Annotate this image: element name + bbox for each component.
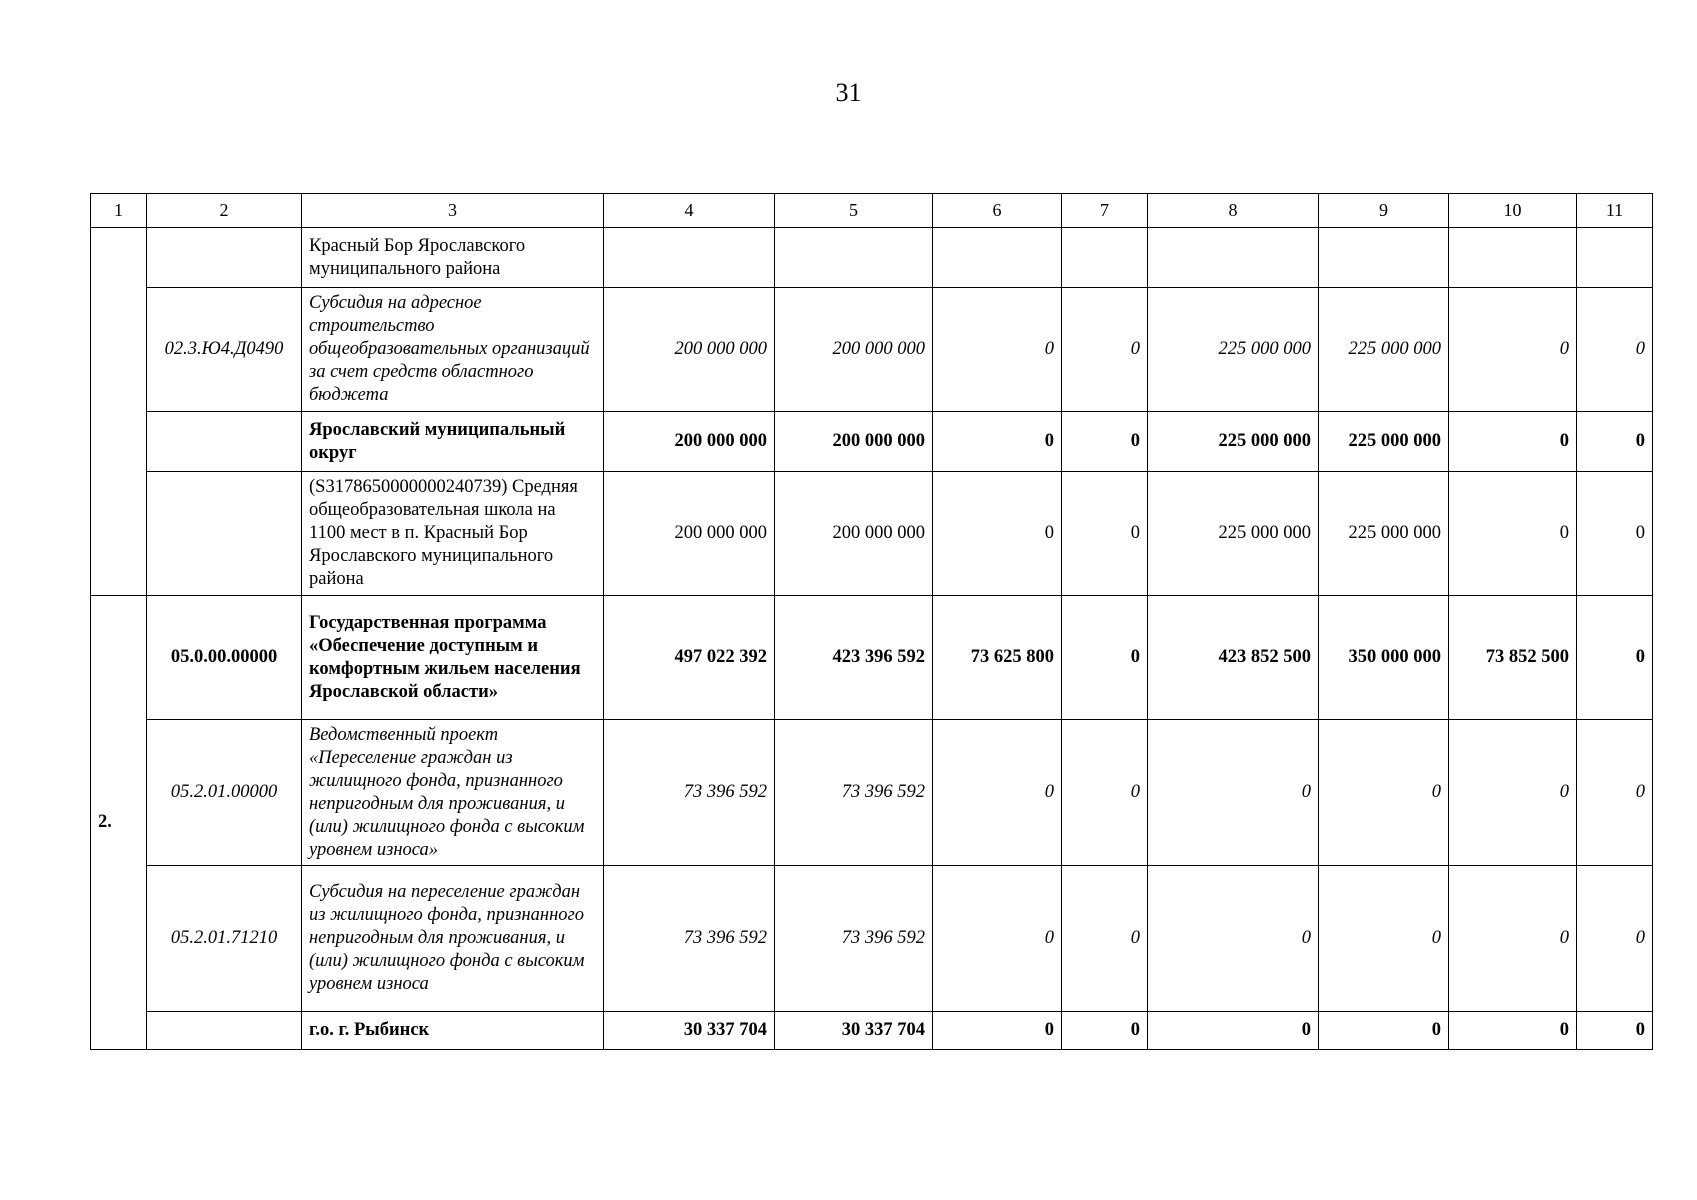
- amount-cell: 0: [1062, 866, 1148, 1012]
- row-index-cell: [91, 228, 147, 596]
- amount-cell: 225 000 000: [1148, 412, 1319, 472]
- table-row: [91, 288, 1653, 412]
- column-header: 5: [775, 194, 933, 228]
- amount-cell: 423 396 592: [775, 596, 933, 720]
- amount-cell: 0: [933, 288, 1062, 412]
- column-header: 4: [604, 194, 775, 228]
- item-name-cell: Ведомственный проект «Переселение граждан из жилищного фонда, признанного непригодным для проживания, и (или) жилищного фонда с высоким уровнем износа»: [302, 720, 604, 866]
- amount-cell: 0: [1577, 1012, 1653, 1050]
- column-header: 7: [1062, 194, 1148, 228]
- amount-cell: 73 396 592: [604, 866, 775, 1012]
- amount-cell: 73 852 500: [1449, 596, 1577, 720]
- amount-cell: 0: [1062, 1012, 1148, 1050]
- amount-cell: 225 000 000: [1148, 288, 1319, 412]
- budget-code-cell: 05.0.00.00000: [147, 596, 302, 720]
- table-row: [91, 1012, 1653, 1050]
- row-index-cell: 2.: [91, 596, 147, 1050]
- amount-cell: 73 396 592: [604, 720, 775, 866]
- amount-cell: [1449, 228, 1577, 288]
- amount-cell: 0: [1319, 720, 1449, 866]
- amount-cell: 0: [1449, 866, 1577, 1012]
- amount-cell: 0: [1577, 866, 1653, 1012]
- amount-cell: 0: [1577, 472, 1653, 596]
- amount-cell: 0: [1577, 596, 1653, 720]
- amount-cell: 350 000 000: [1319, 596, 1449, 720]
- amount-cell: 200 000 000: [604, 412, 775, 472]
- column-header: 1: [91, 194, 147, 228]
- budget-code-cell: [147, 228, 302, 288]
- table-row: [91, 228, 1653, 288]
- item-name-cell: Красный Бор Ярославского муниципального района: [302, 228, 604, 288]
- item-name-cell: Субсидия на адресное строительство общеобразовательных организаций за счет средств областного бюджета: [302, 288, 604, 412]
- amount-cell: 0: [1449, 412, 1577, 472]
- amount-cell: [1062, 228, 1148, 288]
- page-number: 31: [835, 78, 862, 107]
- amount-cell: [1577, 228, 1653, 288]
- amount-cell: 0: [1577, 288, 1653, 412]
- budget-code-cell: [147, 472, 302, 596]
- amount-cell: 0: [933, 866, 1062, 1012]
- amount-cell: 0: [1577, 720, 1653, 866]
- budget-table: [90, 193, 1653, 1050]
- amount-cell: 0: [1449, 472, 1577, 596]
- column-header: 6: [933, 194, 1062, 228]
- amount-cell: 0: [1319, 866, 1449, 1012]
- amount-cell: 73 625 800: [933, 596, 1062, 720]
- column-header: 2: [147, 194, 302, 228]
- item-name-cell: Ярославский муниципальный округ: [302, 412, 604, 472]
- amount-cell: [604, 228, 775, 288]
- amount-cell: 0: [1449, 288, 1577, 412]
- amount-cell: 423 852 500: [1148, 596, 1319, 720]
- item-name-cell: Государственная программа «Обеспечение доступным и комфортным жильем населения Ярославской области»: [302, 596, 604, 720]
- budget-code-cell: [147, 412, 302, 472]
- amount-cell: 200 000 000: [775, 472, 933, 596]
- amount-cell: 0: [1062, 596, 1148, 720]
- amount-cell: 200 000 000: [775, 412, 933, 472]
- amount-cell: 30 337 704: [604, 1012, 775, 1050]
- amount-cell: 0: [933, 720, 1062, 866]
- budget-code-cell: 05.2.01.00000: [147, 720, 302, 866]
- table-row: [91, 472, 1653, 596]
- table-row: [91, 866, 1653, 1012]
- amount-cell: 0: [1148, 1012, 1319, 1050]
- amount-cell: 0: [1148, 720, 1319, 866]
- amount-cell: 0: [933, 1012, 1062, 1050]
- amount-cell: 200 000 000: [775, 288, 933, 412]
- amount-cell: 225 000 000: [1319, 412, 1449, 472]
- amount-cell: 200 000 000: [604, 472, 775, 596]
- amount-cell: 225 000 000: [1319, 288, 1449, 412]
- amount-cell: 200 000 000: [604, 288, 775, 412]
- amount-cell: 73 396 592: [775, 720, 933, 866]
- column-header: 8: [1148, 194, 1319, 228]
- amount-cell: [1148, 228, 1319, 288]
- column-header: 9: [1319, 194, 1449, 228]
- item-name-cell: г.о. г. Рыбинск: [302, 1012, 604, 1050]
- amount-cell: 0: [933, 412, 1062, 472]
- amount-cell: 0: [1062, 472, 1148, 596]
- amount-cell: 30 337 704: [775, 1012, 933, 1050]
- column-header: 10: [1449, 194, 1577, 228]
- amount-cell: 0: [1577, 412, 1653, 472]
- amount-cell: 0: [1148, 866, 1319, 1012]
- item-name-cell: (S3178650000000240739) Средняя общеобразовательная школа на 1100 мест в п. Красный Бор Ярославского муниципального района: [302, 472, 604, 596]
- table-header-row: [91, 194, 1653, 228]
- column-header: 3: [302, 194, 604, 228]
- amount-cell: [933, 228, 1062, 288]
- amount-cell: 0: [1062, 412, 1148, 472]
- amount-cell: 0: [1449, 720, 1577, 866]
- item-name-cell: Субсидия на переселение граждан из жилищного фонда, признанного непригодным для проживания, и (или) жилищного фонда с высоким уровнем износа: [302, 866, 604, 1012]
- budget-code-cell: [147, 1012, 302, 1050]
- amount-cell: [1319, 228, 1449, 288]
- amount-cell: 0: [1449, 1012, 1577, 1050]
- amount-cell: 497 022 392: [604, 596, 775, 720]
- amount-cell: 0: [1319, 1012, 1449, 1050]
- table-row: [91, 720, 1653, 866]
- amount-cell: [775, 228, 933, 288]
- budget-code-cell: 05.2.01.71210: [147, 866, 302, 1012]
- amount-cell: 0: [1062, 288, 1148, 412]
- budget-code-cell: 02.3.Ю4.Д0490: [147, 288, 302, 412]
- table-row: [91, 596, 1653, 720]
- column-header: 11: [1577, 194, 1653, 228]
- amount-cell: 225 000 000: [1148, 472, 1319, 596]
- amount-cell: 0: [1062, 720, 1148, 866]
- amount-cell: 73 396 592: [775, 866, 933, 1012]
- table-row: [91, 412, 1653, 472]
- amount-cell: 225 000 000: [1319, 472, 1449, 596]
- amount-cell: 0: [933, 472, 1062, 596]
